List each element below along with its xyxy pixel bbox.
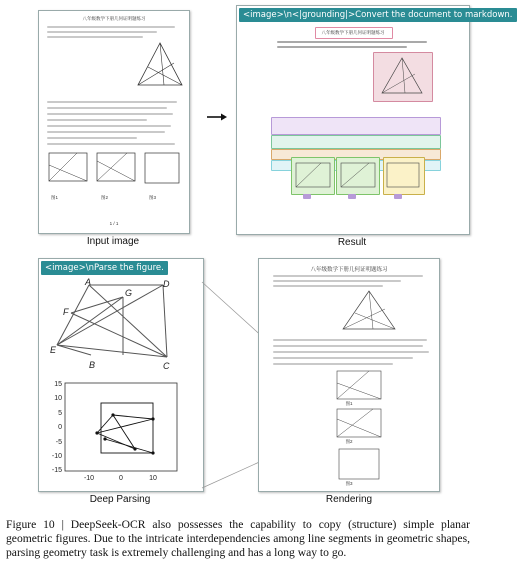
y-tick-label: 5 [58,410,62,417]
sub-figure-label: 图1 [51,195,59,200]
result-label: Result [337,237,367,248]
text-line [273,351,429,353]
deep-parsing-panel [38,258,204,492]
figure-caption-box [394,194,402,199]
point-g-label: G [125,288,133,298]
text-line [47,143,175,145]
input-image-label: Input image [86,236,140,247]
input-sub-figures [47,149,183,199]
text-line [47,137,137,139]
rendered-fig-label: 图3 [345,481,353,486]
rendering-panel [258,258,440,492]
text-line [273,285,383,287]
point-e-label: E [50,345,57,355]
input-doc-title: 八年级数学下册几何证明题练习 [82,16,146,21]
result-geometry-figure [379,56,425,96]
result-sub-figures [293,160,423,190]
text-line [277,41,427,43]
text-line [47,31,157,33]
text-line [277,46,407,48]
rendered-sub-figures [329,369,389,485]
text-line [273,357,413,359]
text-line [47,36,143,38]
deep-parsing-label: Deep Parsing [89,494,151,505]
text-line [47,107,167,109]
y-tick-label: -15 [51,467,62,474]
parsed-plot [43,379,183,483]
y-tick-label: -5 [55,439,62,446]
y-tick-label: -10 [51,453,62,460]
rendering-label: Rendering [325,494,373,505]
figure-caption: Figure 10 | DeepSeek-OCR also possesses the capability to copy (structure) simple planar geometric figures. Due to the intricate interdependencies among line segments in geometric shapes, parsing geometry task is extremely challenging and has a long way to go. [6,518,470,559]
markdown-prompt-badge: <image>\n<|grounding|>Convert the document to markdown. [239,8,517,22]
point-a-label: A [85,277,92,287]
sub-figure-label: 图2 [101,195,109,200]
point-d-label: D [163,279,170,289]
sub-figure-label: 图3 [149,195,157,200]
rendered-fig-label: 图1 [345,401,353,406]
figure-caption-box [348,194,356,199]
page-number: 1 / 1 [109,221,119,226]
y-tick-label: 0 [58,424,62,431]
rendered-fig-label: 图2 [345,439,353,444]
text-line [273,275,423,277]
text-line [47,131,165,133]
text-line [273,280,401,282]
input-image-panel [38,10,190,234]
text-line [47,101,177,103]
rendering-doc-title: 八年级数学下册几何证明题练习 [310,267,388,273]
figure-caption-box [303,194,311,199]
text-line [47,26,175,28]
text-line [47,119,147,121]
text-line [47,125,171,127]
parse-prompt-badge: <image>\nParse the figure. [41,261,168,275]
rendered-geometry-figure [339,289,399,333]
input-geometry-figure [134,41,186,89]
point-f-label: F [63,307,69,317]
x-tick-label: -10 [83,475,95,482]
text-line [273,345,423,347]
title-box [315,27,393,39]
text-block-box [271,135,441,149]
x-tick-label: 0 [119,475,123,482]
text-line [47,113,173,115]
text-line [273,339,427,341]
point-c-label: C [163,361,170,371]
x-tick-label: 10 [149,475,157,482]
y-tick-label: 15 [54,381,62,388]
y-tick-label: 10 [54,395,62,402]
parsed-geometry-figure [45,279,201,375]
result-panel [236,5,513,235]
point-b-label: B [89,360,96,370]
text-line [273,363,393,365]
result-doc-title: 八年级数学下册几何证明题练习 [321,30,385,35]
text-block-box [271,117,441,135]
right-arrow-icon [206,112,228,122]
